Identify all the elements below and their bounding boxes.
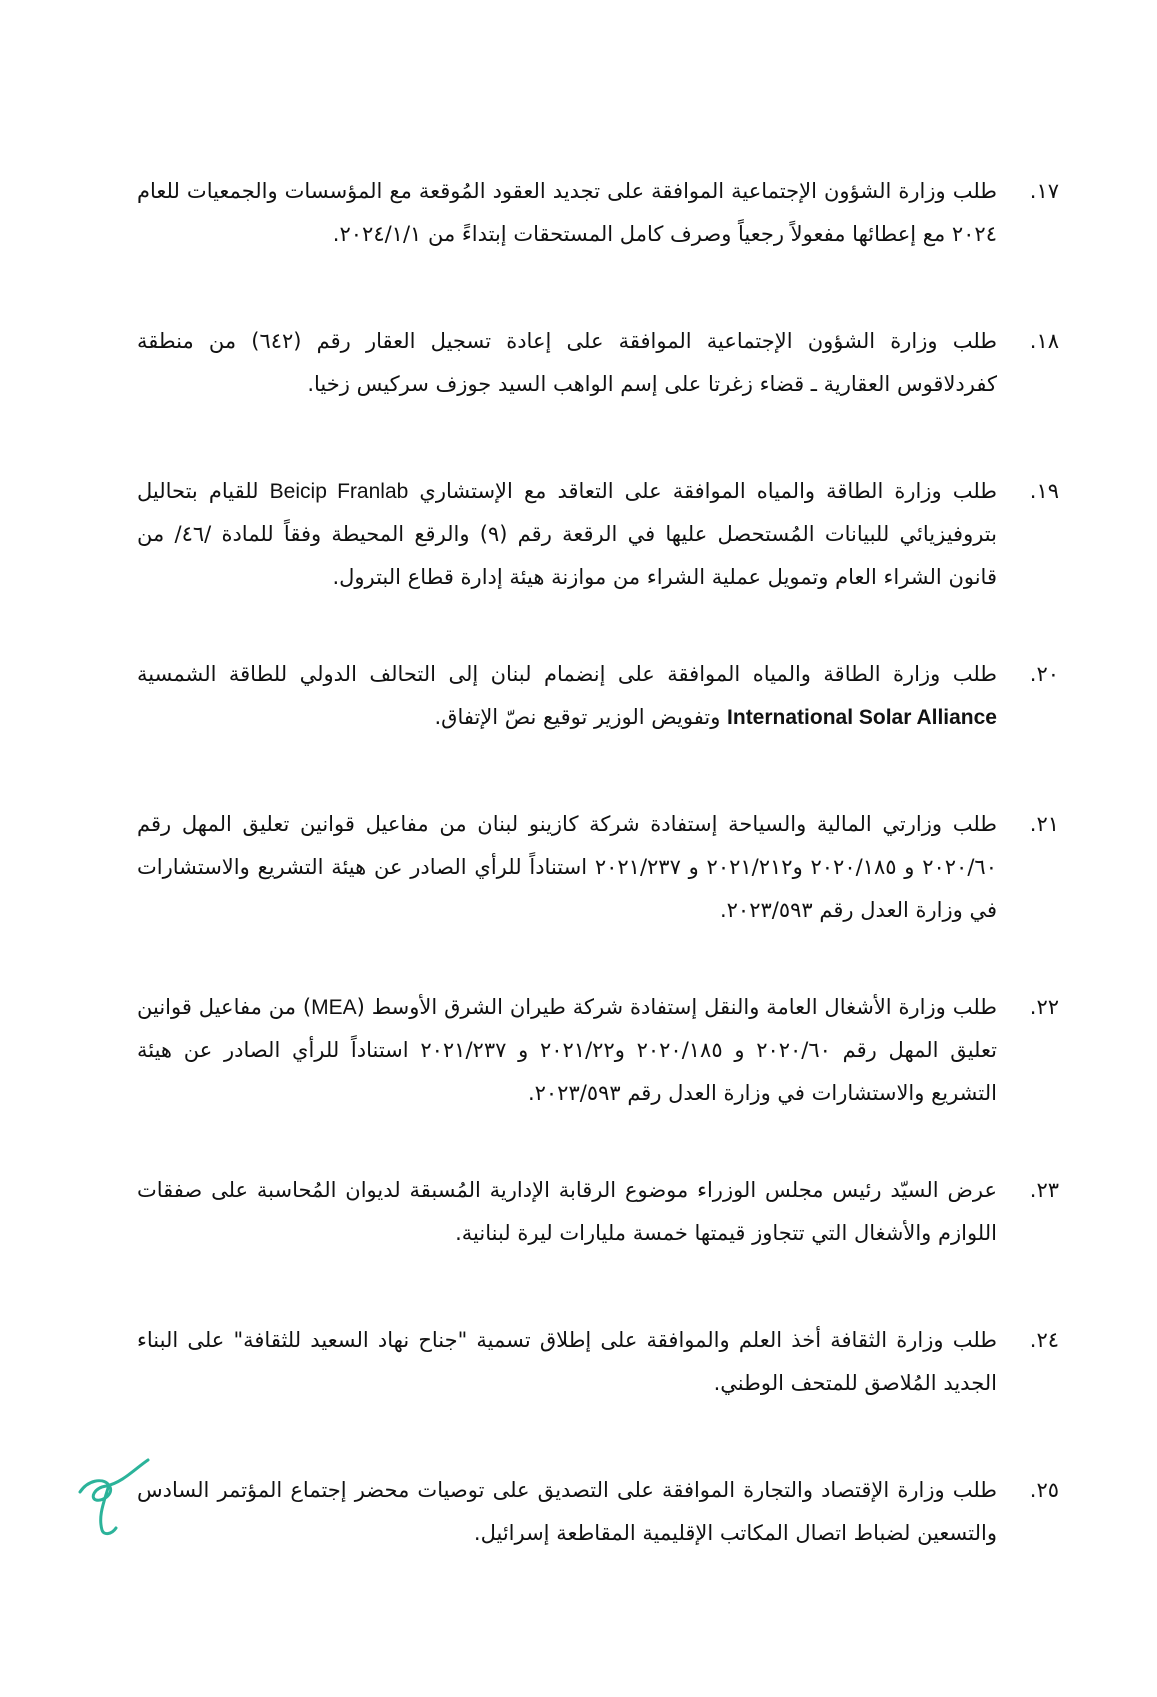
item-text: طلب وزارتي المالية والسياحة إستفادة شركة كازينو لبنان من مفاعيل قوانين تعليق المهل رقم ٢٠٢٠/٦٠ و ٢٠٢٠/١٨٥ و٢٠٢١/٢١٢ و ٢٠٢١/٢٣٧ استناداً للرأي الصادر عن هيئة التشريع والاستشارات في وزارة العدل رقم ٢٠٢٣/٥٩٣. [137,812,997,922]
agenda-item-17 [137,170,1059,256]
agenda-item-20 [137,653,1059,739]
item-text: طلب وزارة الثقافة أخذ العلم والموافقة على إطلاق تسمية "جناح نهاد السعيد للثقافة" على البناء الجديد المُلاصق للمتحف الوطني. [137,1328,997,1395]
consultant-name: Beicip Franlab [269,480,409,503]
item-number: ٢١. [1029,812,1059,836]
agenda-item-19 [137,470,1059,599]
item-number: ١٨. [1029,329,1059,353]
agenda-list [137,170,1059,1619]
airline-abbreviation: MEA [311,996,357,1019]
item-text-before: طلب وزارة الطاقة والمياه الموافقة على إنضمام لبنان إلى التحالف الدولي للطاقة الشمسية [137,662,997,686]
signature-stroke [80,1460,148,1534]
item-text-after: للقيام بتحاليل بتروفيزيائي للبيانات المُستحصل عليها في الرقعة رقم (٩) والرقع المحيطة وفقاً للمادة /٤٦/ من قانون الشراء العام وتمويل عملية الشراء من موازنة هيئة إدارة قطاع البترول. [137,479,997,589]
item-text-before: طلب وزارة الأشغال العامة والنقل إستفادة شركة طيران الشرق الأوسط ( [356,995,998,1019]
item-text-after: وتفويض الوزير توقيع نصّ الإتفاق. [434,705,721,729]
item-number: ٢٢. [1029,995,1059,1019]
item-number: ١٧. [1029,179,1059,203]
item-number: ١٩. [1029,479,1059,503]
item-text: طلب وزارة الإقتصاد والتجارة الموافقة على التصديق على توصيات محضر إجتماع المؤتمر السادس والتسعين لضباط اتصال المكاتب الإقليمية المقاطعة إسرائيل. [137,1478,997,1545]
agenda-item-18 [137,320,1059,406]
alliance-name: International Solar Alliance [727,706,997,729]
item-number: ٢٣. [1029,1178,1059,1202]
item-number: ٢٤. [1029,1328,1059,1352]
item-text: عرض السيّد رئيس مجلس الوزراء موضوع الرقابة الإدارية المُسبقة لديوان المُحاسبة على صفقات اللوازم والأشغال التي تتجاوز قيمتها خمسة مليارات ليرة لبنانية. [137,1178,997,1245]
agenda-item-22 [137,986,1059,1115]
item-text: طلب وزارة الشؤون الإجتماعية الموافقة على إعادة تسجيل العقار رقم (٦٤٢) من منطقة كفردلاقوس العقارية ـ قضاء زغرتا على إسم الواهب السيد جوزف سركيس زخيا. [137,329,997,396]
agenda-item-21 [137,803,1059,932]
agenda-item-25 [137,1469,1059,1555]
agenda-item-24 [137,1319,1059,1405]
agenda-item-23 [137,1169,1059,1255]
item-text-after: ) من مفاعيل قوانين تعليق المهل رقم ٢٠٢٠/٦٠ و ٢٠٢٠/١٨٥ و٢٠٢١/٢٢ و ٢٠٢١/٢٣٧ استناداً للرأي الصادر عن هيئة التشريع والاستشارات في وزارة العدل رقم ٢٠٢٣/٥٩٣. [137,995,997,1105]
item-text: طلب وزارة الشؤون الإجتماعية الموافقة على تجديد العقود المُوقعة مع المؤسسات والجمعيات للعام ٢٠٢٤ مع إعطائها مفعولاً رجعياً وصرف كامل المستحقات إبتداءً من ٢٠٢٤/١/١. [137,179,997,246]
item-number: ٢٥. [1029,1478,1059,1502]
item-text-before: طلب وزارة الطاقة والمياه الموافقة على التعاقد مع الإستشاري [419,479,997,503]
item-number: ٢٠. [1029,662,1059,686]
handwritten-signature [70,1450,170,1540]
